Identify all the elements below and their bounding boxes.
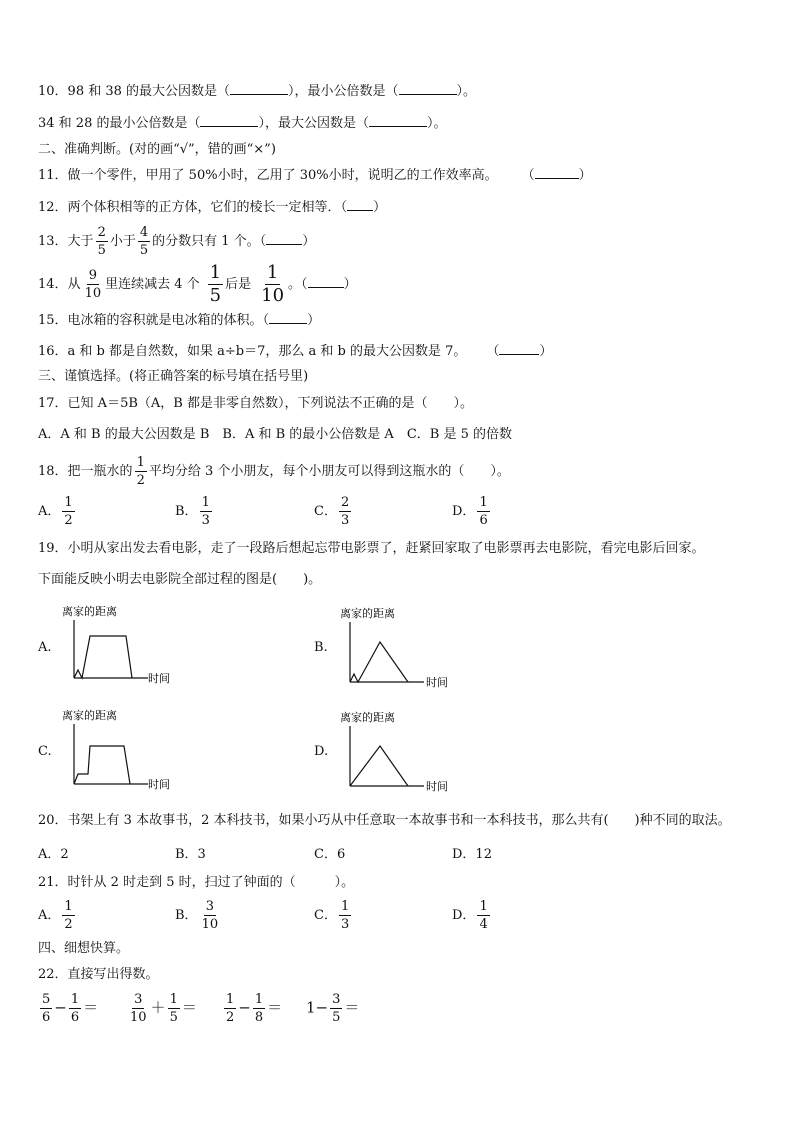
option-b[interactable]: B． $\frac{1}{3}$	[175, 495, 210, 528]
answer-blank[interactable]	[269, 311, 307, 324]
question-16: 16．a 和 b 都是自然数，如果 a÷b＝7，那么 a 和 b 的最大公因数是 7。 （ ）	[38, 344, 553, 359]
expression-4: 1− $\frac{3}{5}$ ＝	[306, 992, 360, 1025]
question-19-prompt: 下面能反映小明去电影院全部过程的图是( )。	[38, 572, 322, 587]
x-axis-label: 时间	[148, 672, 170, 685]
question-14: 14．从 $\frac{9}{10}$ 里连续减去 4 个 $\frac{1}{5}$ 后是 $\frac{1}{10}$ 。（ ）	[38, 262, 357, 306]
option-c[interactable]: C．6	[314, 847, 346, 862]
option-d-label[interactable]: D.	[314, 744, 329, 759]
section-3-heading: 三、谨慎选择。(将正确答案的标号填在括号里)	[38, 369, 309, 384]
option-b-label[interactable]: B.	[314, 640, 328, 655]
y-axis-label: 离家的距离	[62, 709, 117, 722]
answer-blank[interactable]	[200, 114, 258, 127]
question-11: 11．做一个零件，甲用了 50%小时，乙用了 30%小时，说明乙的工作效率高。 （ ）	[38, 168, 592, 183]
expression-2: $\frac{3}{10}$ ＋ $\frac{1}{5}$ ＝	[130, 992, 197, 1025]
question-17: 17．已知 A＝5B（A，B 都是非零自然数），下列说法不正确的是（ ）。	[38, 396, 473, 411]
answer-blank[interactable]	[499, 342, 539, 355]
answer-blank[interactable]	[308, 275, 344, 288]
question-15: 15．电冰箱的容积就是电冰箱的体积。（ ）	[38, 313, 321, 328]
answer-blank[interactable]	[369, 114, 427, 127]
y-axis-label: 离家的距离	[340, 711, 395, 724]
y-axis-label: 离家的距离	[340, 607, 395, 620]
option-b[interactable]: B． $\frac{3}{10}$	[175, 899, 219, 932]
question-22: 22．直接写出得数。	[38, 967, 159, 982]
question-17-options: A．A 和 B 的最大公因数是 B B．A 和 B 的最小公倍数是 A C．B 是 5 的倍数	[38, 427, 512, 442]
option-b[interactable]: B．3	[175, 847, 206, 862]
answer-blank[interactable]	[535, 166, 579, 179]
question-18: 18．把一瓶水的 $\frac{1}{2}$ 平均分给 3 个小朋友，每个小朋友可以得到这瓶水的（ ）。	[38, 455, 510, 488]
option-c-label[interactable]: C.	[38, 744, 52, 759]
answer-blank[interactable]	[347, 198, 373, 211]
question-10-part-2: 34 和 28 的最小公倍数是（ ），最大公因数是（ ）。	[38, 116, 447, 131]
answer-blank[interactable]	[399, 82, 457, 95]
graph-option-c[interactable]	[60, 706, 190, 796]
option-c[interactable]: C． $\frac{2}{3}$	[314, 495, 350, 528]
question-12: 12．两个体积相等的正方体，它们的棱长一定相等．（ ）	[38, 200, 387, 215]
fraction: $\frac{4}{5}$	[139, 225, 149, 258]
option-c[interactable]: C． $\frac{1}{3}$	[314, 899, 350, 932]
question-21: 21．时针从 2 时走到 5 时，扫过了钟面的（ ）。	[38, 875, 355, 890]
option-d[interactable]: D． $\frac{1}{6}$	[452, 495, 488, 528]
expression-3: $\frac{1}{2}$ − $\frac{1}{8}$ ＝	[226, 992, 283, 1025]
question-19: 19．小明从家出发去看电影，走了一段路后想起忘带电影票了，赶紧回家取了电影票再去电影院，看完电影后回家。	[38, 541, 705, 556]
answer-blank[interactable]	[266, 232, 302, 245]
x-axis-label: 时间	[426, 780, 448, 793]
graph-option-d[interactable]	[336, 708, 466, 798]
answer-blank[interactable]	[230, 82, 288, 95]
fraction: $\frac{2}{5}$	[97, 225, 106, 258]
graph-option-a[interactable]	[60, 602, 190, 692]
x-axis-label: 时间	[426, 676, 448, 689]
fraction: $\frac{9}{10}$	[84, 268, 102, 301]
option-a[interactable]: A． $\frac{1}{2}$	[38, 495, 73, 528]
fraction: $\frac{1}{5}$	[209, 262, 222, 306]
fraction: $\frac{1}{2}$	[136, 455, 145, 488]
x-axis-label: 时间	[148, 778, 170, 791]
y-axis-label: 离家的距离	[62, 605, 117, 618]
option-d[interactable]: D． $\frac{1}{4}$	[452, 899, 488, 932]
question-13: 13．大于 $\frac{2}{5}$ 小于 $\frac{4}{5}$ 的分数只有 1 个。（ ）	[38, 225, 316, 258]
question-10: 10．98 和 38 的最大公因数是（ ），最小公倍数是（ ）。	[38, 84, 477, 99]
option-d[interactable]: D．12	[452, 847, 492, 862]
option-a[interactable]: A．2	[38, 847, 69, 862]
option-a[interactable]: A． $\frac{1}{2}$	[38, 899, 73, 932]
graph-option-b[interactable]	[336, 604, 466, 694]
question-20: 20．书架上有 3 本故事书，2 本科技书，如果小巧从中任意取一本故事书和一本科技书，那么共有( )种不同的取法。	[38, 813, 731, 828]
question-number: 10．	[38, 84, 68, 99]
section-4-heading: 四、细想快算。	[38, 941, 130, 956]
option-a-label[interactable]: A.	[38, 640, 52, 655]
fraction: $\frac{1}{10}$	[261, 262, 285, 306]
section-2-heading: 二、准确判断。(对的画“√”，错的画“×”)	[38, 142, 276, 157]
expression-1: $\frac{5}{6}$ − $\frac{1}{6}$ ＝	[42, 992, 99, 1025]
